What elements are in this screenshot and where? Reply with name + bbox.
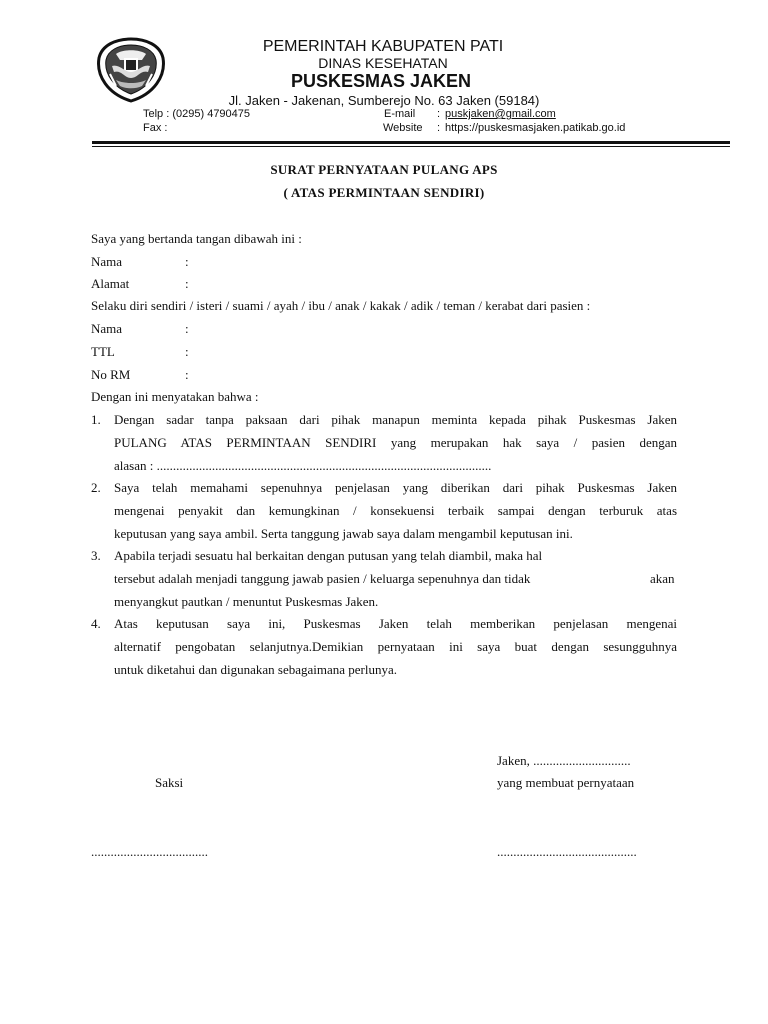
colon-ttl: : xyxy=(185,344,189,359)
letterhead-institution: PUSKESMAS JAKEN xyxy=(290,71,472,91)
letterhead-department: DINAS KESEHATAN xyxy=(318,55,448,71)
website-label: Website xyxy=(383,122,423,134)
place-date: Jaken, .............................. xyxy=(497,753,631,768)
email-link[interactable]: puskjaken@gmail.com xyxy=(445,108,556,120)
colon-nama: : xyxy=(185,254,189,269)
item-number: 4. xyxy=(91,616,101,631)
item-number: 1. xyxy=(91,412,101,427)
statement-line: Saya telah memahami sepenuhnya penjelasan yang diberikan dari pihak Puskesmas Jaken xyxy=(114,480,677,495)
declarant-signature-line: ........................................... xyxy=(497,844,637,859)
colon-no-rm: : xyxy=(185,367,189,382)
colon-patient-nama: : xyxy=(185,321,189,336)
statement-line: menyangkut pautkan / menuntut Puskesmas Jaken. xyxy=(114,594,379,609)
letterhead-divider-thick xyxy=(92,141,730,144)
colon-alamat: : xyxy=(185,276,189,291)
statement-line: tersebut adalah menjadi tanggung jawab pasien / keluarga sepenuhnya dan tidak xyxy=(114,571,531,586)
letterhead-address: Jl. Jaken - Jakenan, Sumberejo No. 63 Jaken (59184) xyxy=(228,93,540,108)
statement-line: Apabila terjadi sesuatu hal berkaitan dengan putusan yang telah diambil, maka hal xyxy=(114,548,543,563)
label-alamat: Alamat xyxy=(91,276,130,291)
label-patient-nama: Nama xyxy=(91,321,123,336)
website-separator: : xyxy=(437,122,441,134)
statement-line: keputusan yang saya ambil. Serta tanggung jawab saya dalam mengambil keputusan ini. xyxy=(114,526,573,541)
email-separator: : xyxy=(437,108,441,120)
witness-signature-line: .................................... xyxy=(91,844,208,859)
statement-line: mengenai penyakit dan kemungkinan / konsekuensi terbaik sampai dengan terburuk atas xyxy=(114,503,677,518)
item-number: 2. xyxy=(91,480,101,495)
document-subtitle: ( ATAS PERMINTAAN SENDIRI) xyxy=(283,185,485,200)
letterhead-telp: Telp : (0295) 4790475 xyxy=(143,108,251,120)
statement-line: PULANG ATAS PERMINTAAN SENDIRI yang merupakan hak saya / pasien dengan xyxy=(114,435,677,450)
label-nama: Nama xyxy=(91,254,123,269)
document-title: SURAT PERNYATAAN PULANG APS xyxy=(270,162,498,177)
statement-line-tail: akan xyxy=(650,571,675,586)
statement-intro: Dengan ini menyatakan bahwa : xyxy=(91,389,259,404)
label-ttl: TTL xyxy=(91,344,115,359)
email-label: E-mail xyxy=(384,108,416,120)
declarant-label: yang membuat pernyataan xyxy=(497,775,635,790)
relation-text: Selaku diri sendiri / isteri / suami / ayah / ibu / anak / kakak / adik / teman / kerabat dari pasien : xyxy=(91,298,591,313)
letterhead-fax: Fax : xyxy=(143,122,168,134)
statement-line: untuk diketahui dan digunakan sebagaimana perlunya. xyxy=(114,662,398,677)
statement-line: Dengan sadar tanpa paksaan dari pihak manapun meminta kepada pihak Puskesmas Jaken xyxy=(114,412,677,427)
letterhead-government: PEMERINTAH KABUPATEN PATI xyxy=(262,38,504,55)
letterhead-divider-thin xyxy=(92,146,730,147)
pati-regency-emblem xyxy=(94,36,168,104)
witness-label: Saksi xyxy=(155,775,184,790)
reason-line: alasan : ....................................................................................................... xyxy=(114,458,492,473)
label-no-rm: No RM xyxy=(91,367,131,382)
website-link[interactable]: https://puskesmasjaken.patikab.go.id xyxy=(445,122,626,134)
item-number: 3. xyxy=(91,548,101,563)
intro-text: Saya yang bertanda tangan dibawah ini : xyxy=(91,231,302,246)
statement-line: alternatif pengobatan selanjutnya.Demikian pernyataan ini saya buat dengan sesungguhnya xyxy=(114,639,677,654)
statement-line: Atas keputusan saya ini, Puskesmas Jaken telah memberikan penjelasan mengenai xyxy=(114,616,677,631)
